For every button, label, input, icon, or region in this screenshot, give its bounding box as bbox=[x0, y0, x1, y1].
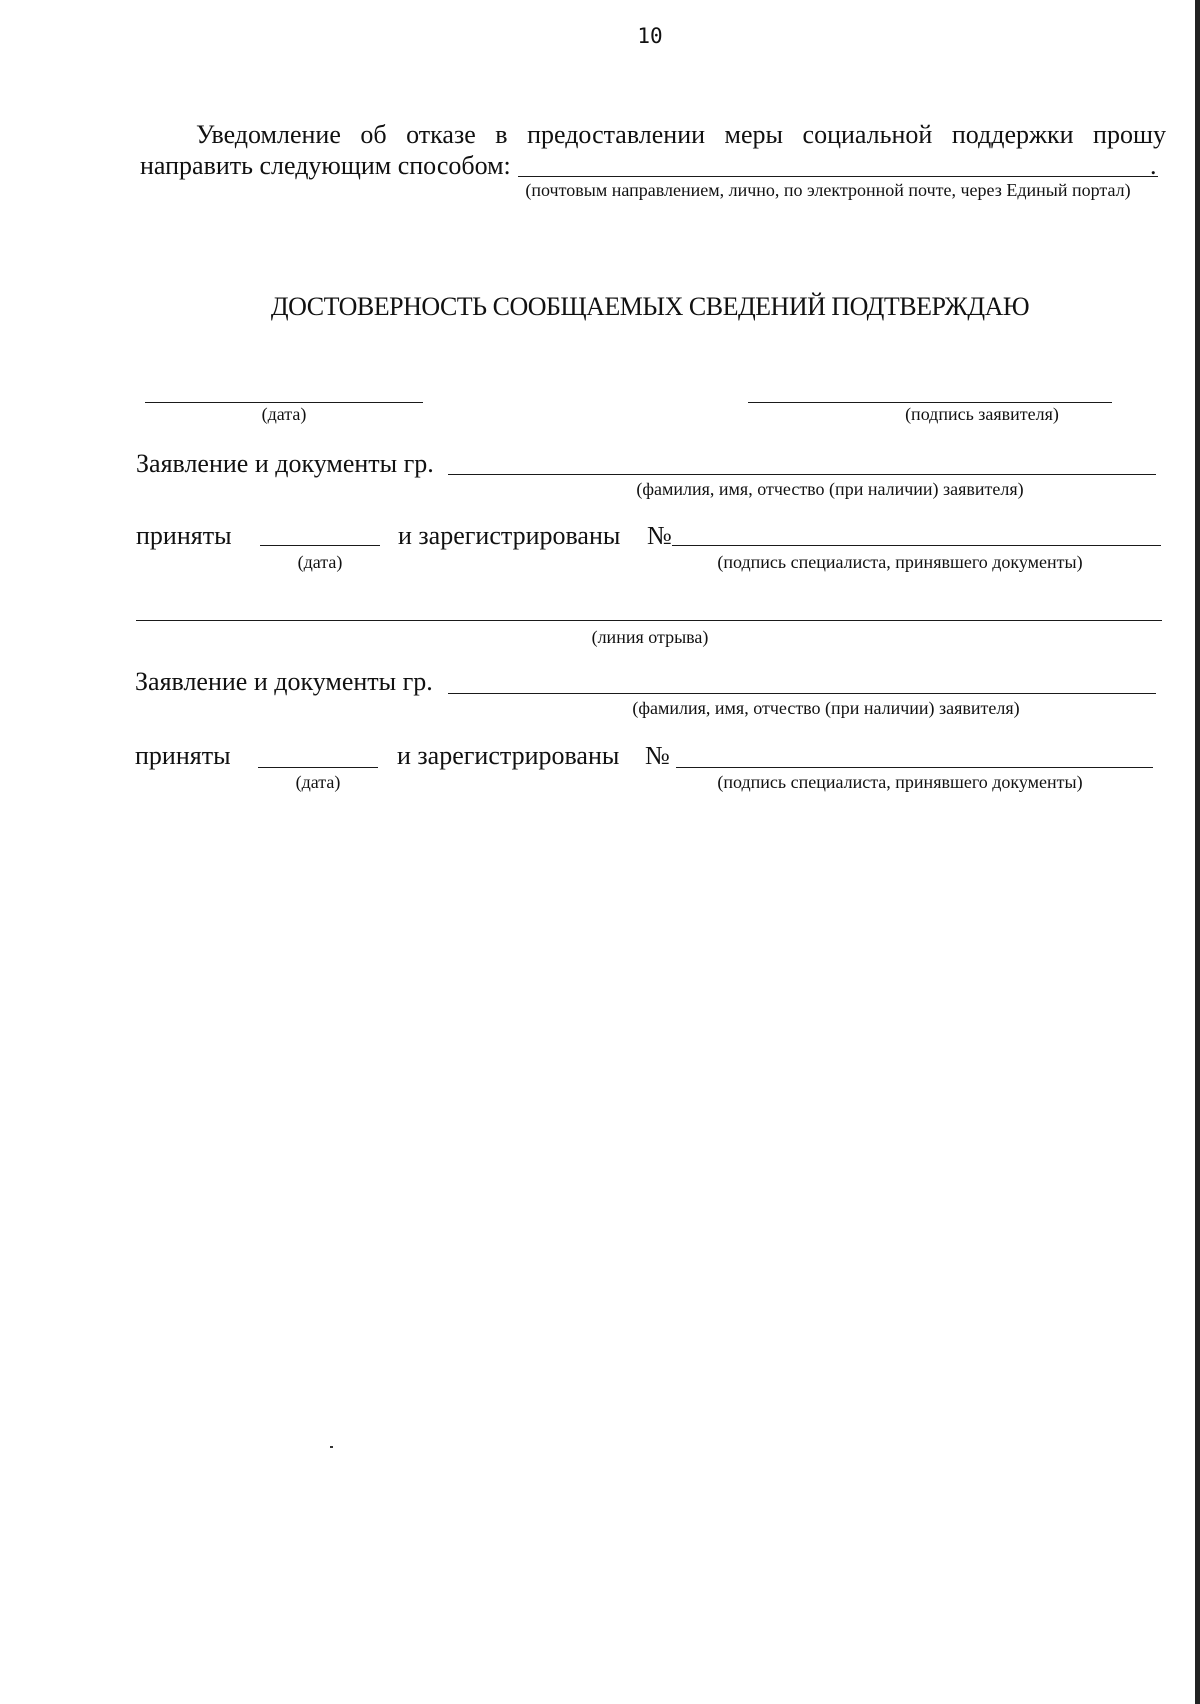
tear-line-caption: (линия отрыва) bbox=[591, 627, 709, 647]
receipt-bottom-name-field[interactable] bbox=[448, 693, 1156, 694]
receipt-top-name-field[interactable] bbox=[448, 474, 1156, 475]
scan-speck bbox=[330, 1446, 333, 1448]
receipt-bottom-number-sign: № bbox=[645, 741, 670, 770]
receipt-top-specialist-field[interactable] bbox=[672, 545, 1161, 546]
receipt-bottom-date-caption: (дата) bbox=[295, 772, 341, 792]
receipt-top-accepted: приняты bbox=[136, 521, 232, 550]
delivery-method-field[interactable] bbox=[518, 176, 1158, 177]
receipt-bottom-specialist-caption: (подпись специалиста, принявшего документы) bbox=[717, 772, 1083, 792]
receipt-bottom-date-field[interactable] bbox=[258, 767, 378, 768]
date-field[interactable] bbox=[145, 402, 423, 403]
receipt-top-name-caption: (фамилия, имя, отчество (при наличии) заявителя) bbox=[636, 479, 1024, 499]
tear-line bbox=[136, 620, 1162, 621]
receipt-bottom-specialist-field[interactable] bbox=[676, 767, 1153, 768]
receipt-top-specialist-caption: (подпись специалиста, принявшего документы) bbox=[717, 552, 1083, 572]
date-caption: (дата) bbox=[261, 404, 307, 424]
confirm-heading: ДОСТОВЕРНОСТЬ СООБЩАЕМЫХ СВЕДЕНИЙ ПОДТВЕРЖДАЮ bbox=[270, 292, 1030, 321]
receipt-bottom-registered: и зарегистрированы bbox=[397, 741, 620, 770]
receipt-bottom-name-caption: (фамилия, имя, отчество (при наличии) заявителя) bbox=[632, 698, 1020, 718]
notice-end-mark: . bbox=[1150, 151, 1157, 180]
scan-edge bbox=[1195, 0, 1200, 1704]
page-number: 10 bbox=[637, 24, 663, 48]
receipt-top-number-sign: № bbox=[647, 521, 672, 550]
receipt-top-statement: Заявление и документы гр. bbox=[136, 449, 434, 478]
applicant-signature-caption: (подпись заявителя) bbox=[905, 404, 1059, 424]
receipt-bottom-statement: Заявление и документы гр. bbox=[135, 667, 433, 696]
notice-line-2: направить следующим способом: bbox=[140, 151, 511, 180]
receipt-top-registered: и зарегистрированы bbox=[398, 521, 621, 550]
notice-line-1: Уведомление об отказе в предоставлении меры социальной поддержки прошу bbox=[196, 120, 1166, 149]
applicant-signature-field[interactable] bbox=[748, 402, 1112, 403]
receipt-top-date-caption: (дата) bbox=[297, 552, 343, 572]
receipt-bottom-accepted: приняты bbox=[135, 741, 231, 770]
delivery-method-hint: (почтовым направлением, лично, по электронной почте, через Единый портал) bbox=[525, 180, 1131, 200]
receipt-top-date-field[interactable] bbox=[260, 545, 380, 546]
